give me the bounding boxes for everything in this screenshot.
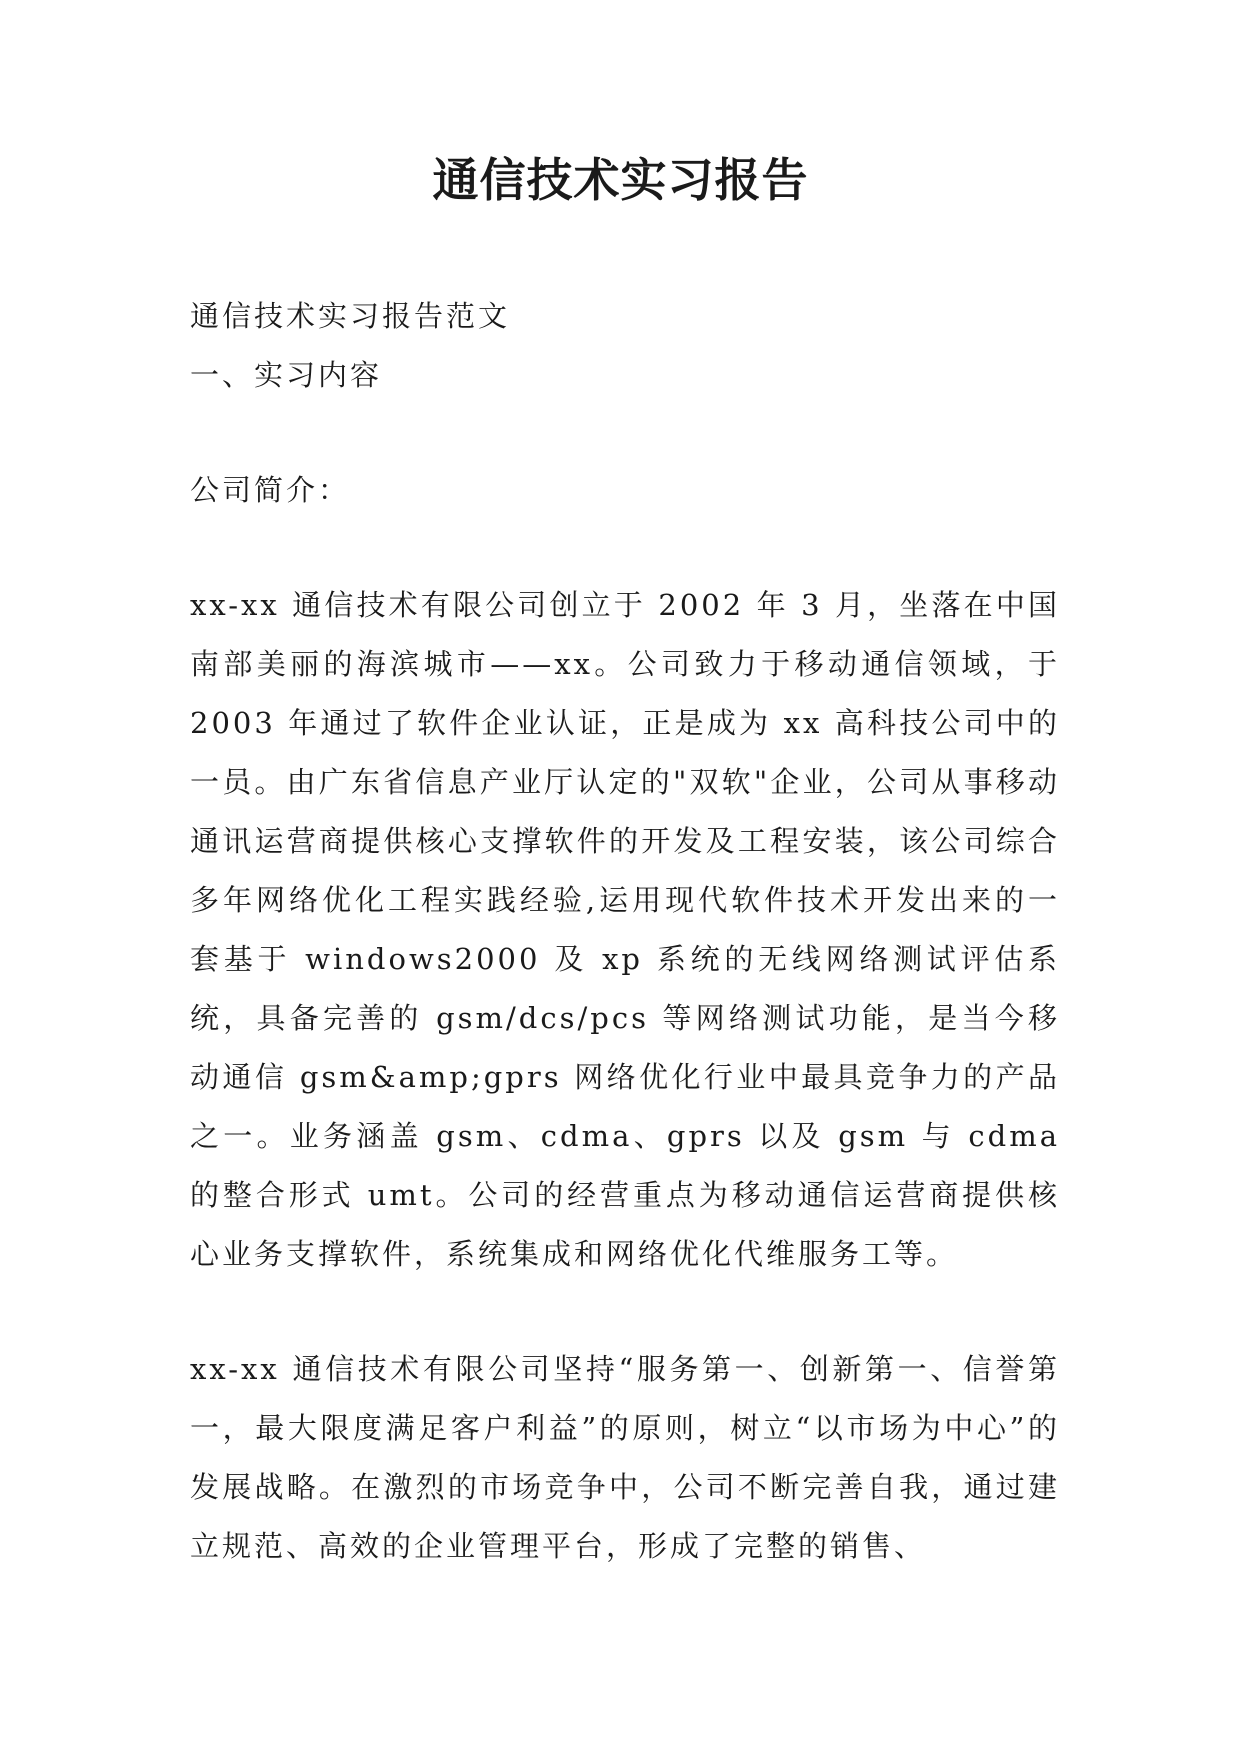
document-body (190, 287, 1060, 1576)
spacer (190, 405, 1060, 461)
body-paragraph: xx-xx 通信技术有限公司创立于 2002 年 3 月，坐落在中国南部美丽的海滨城市——xx。公司致力于移动通信领域，于 2003 年通过了软件企业认证，正是成为 xx 高科技公司中的一员。由广东省信息产业厅认定的"双软"企业，公司从事移动通讯运营商提供核心支撑软件的开发及工程安装，该公司综合多年网络优化工程实践经验,运用现代软件技术开发出来的一套基于 windows2000 及 xp 系统的无线网络测试评估系统，具备完善的 gsm/dcs/pcs 等网络测试功能，是当今移动通信 gsm&amp;gprs 网络优化行业中最具竞争力的产品之一。业务涵盖 gsm、cdma、gprs 以及 gsm 与 cdma 的整合形式 umt。公司的经营重点为移动通信运营商提供核心业务支撑软件，系统集成和网络优化代维服务工等。 (190, 588, 1060, 1271)
spacer (190, 1284, 1060, 1340)
section-heading: 一、实习内容 (190, 358, 383, 392)
spacer (190, 520, 1060, 576)
document-subtitle: 通信技术实习报告范文 (190, 299, 511, 333)
body-paragraph: xx-xx 通信技术有限公司坚持“服务第一、创新第一、信誉第一，最大限度满足客户利益”的原则，树立“以市场为中心”的发展战略。在激烈的市场竞争中，公司不断完善自我，通过建立规范、高效的企业管理平台，形成了完整的销售、 (190, 1352, 1060, 1563)
document-title: 通信技术实习报告 (432, 153, 809, 207)
company-intro-label: 公司简介： (190, 473, 351, 507)
